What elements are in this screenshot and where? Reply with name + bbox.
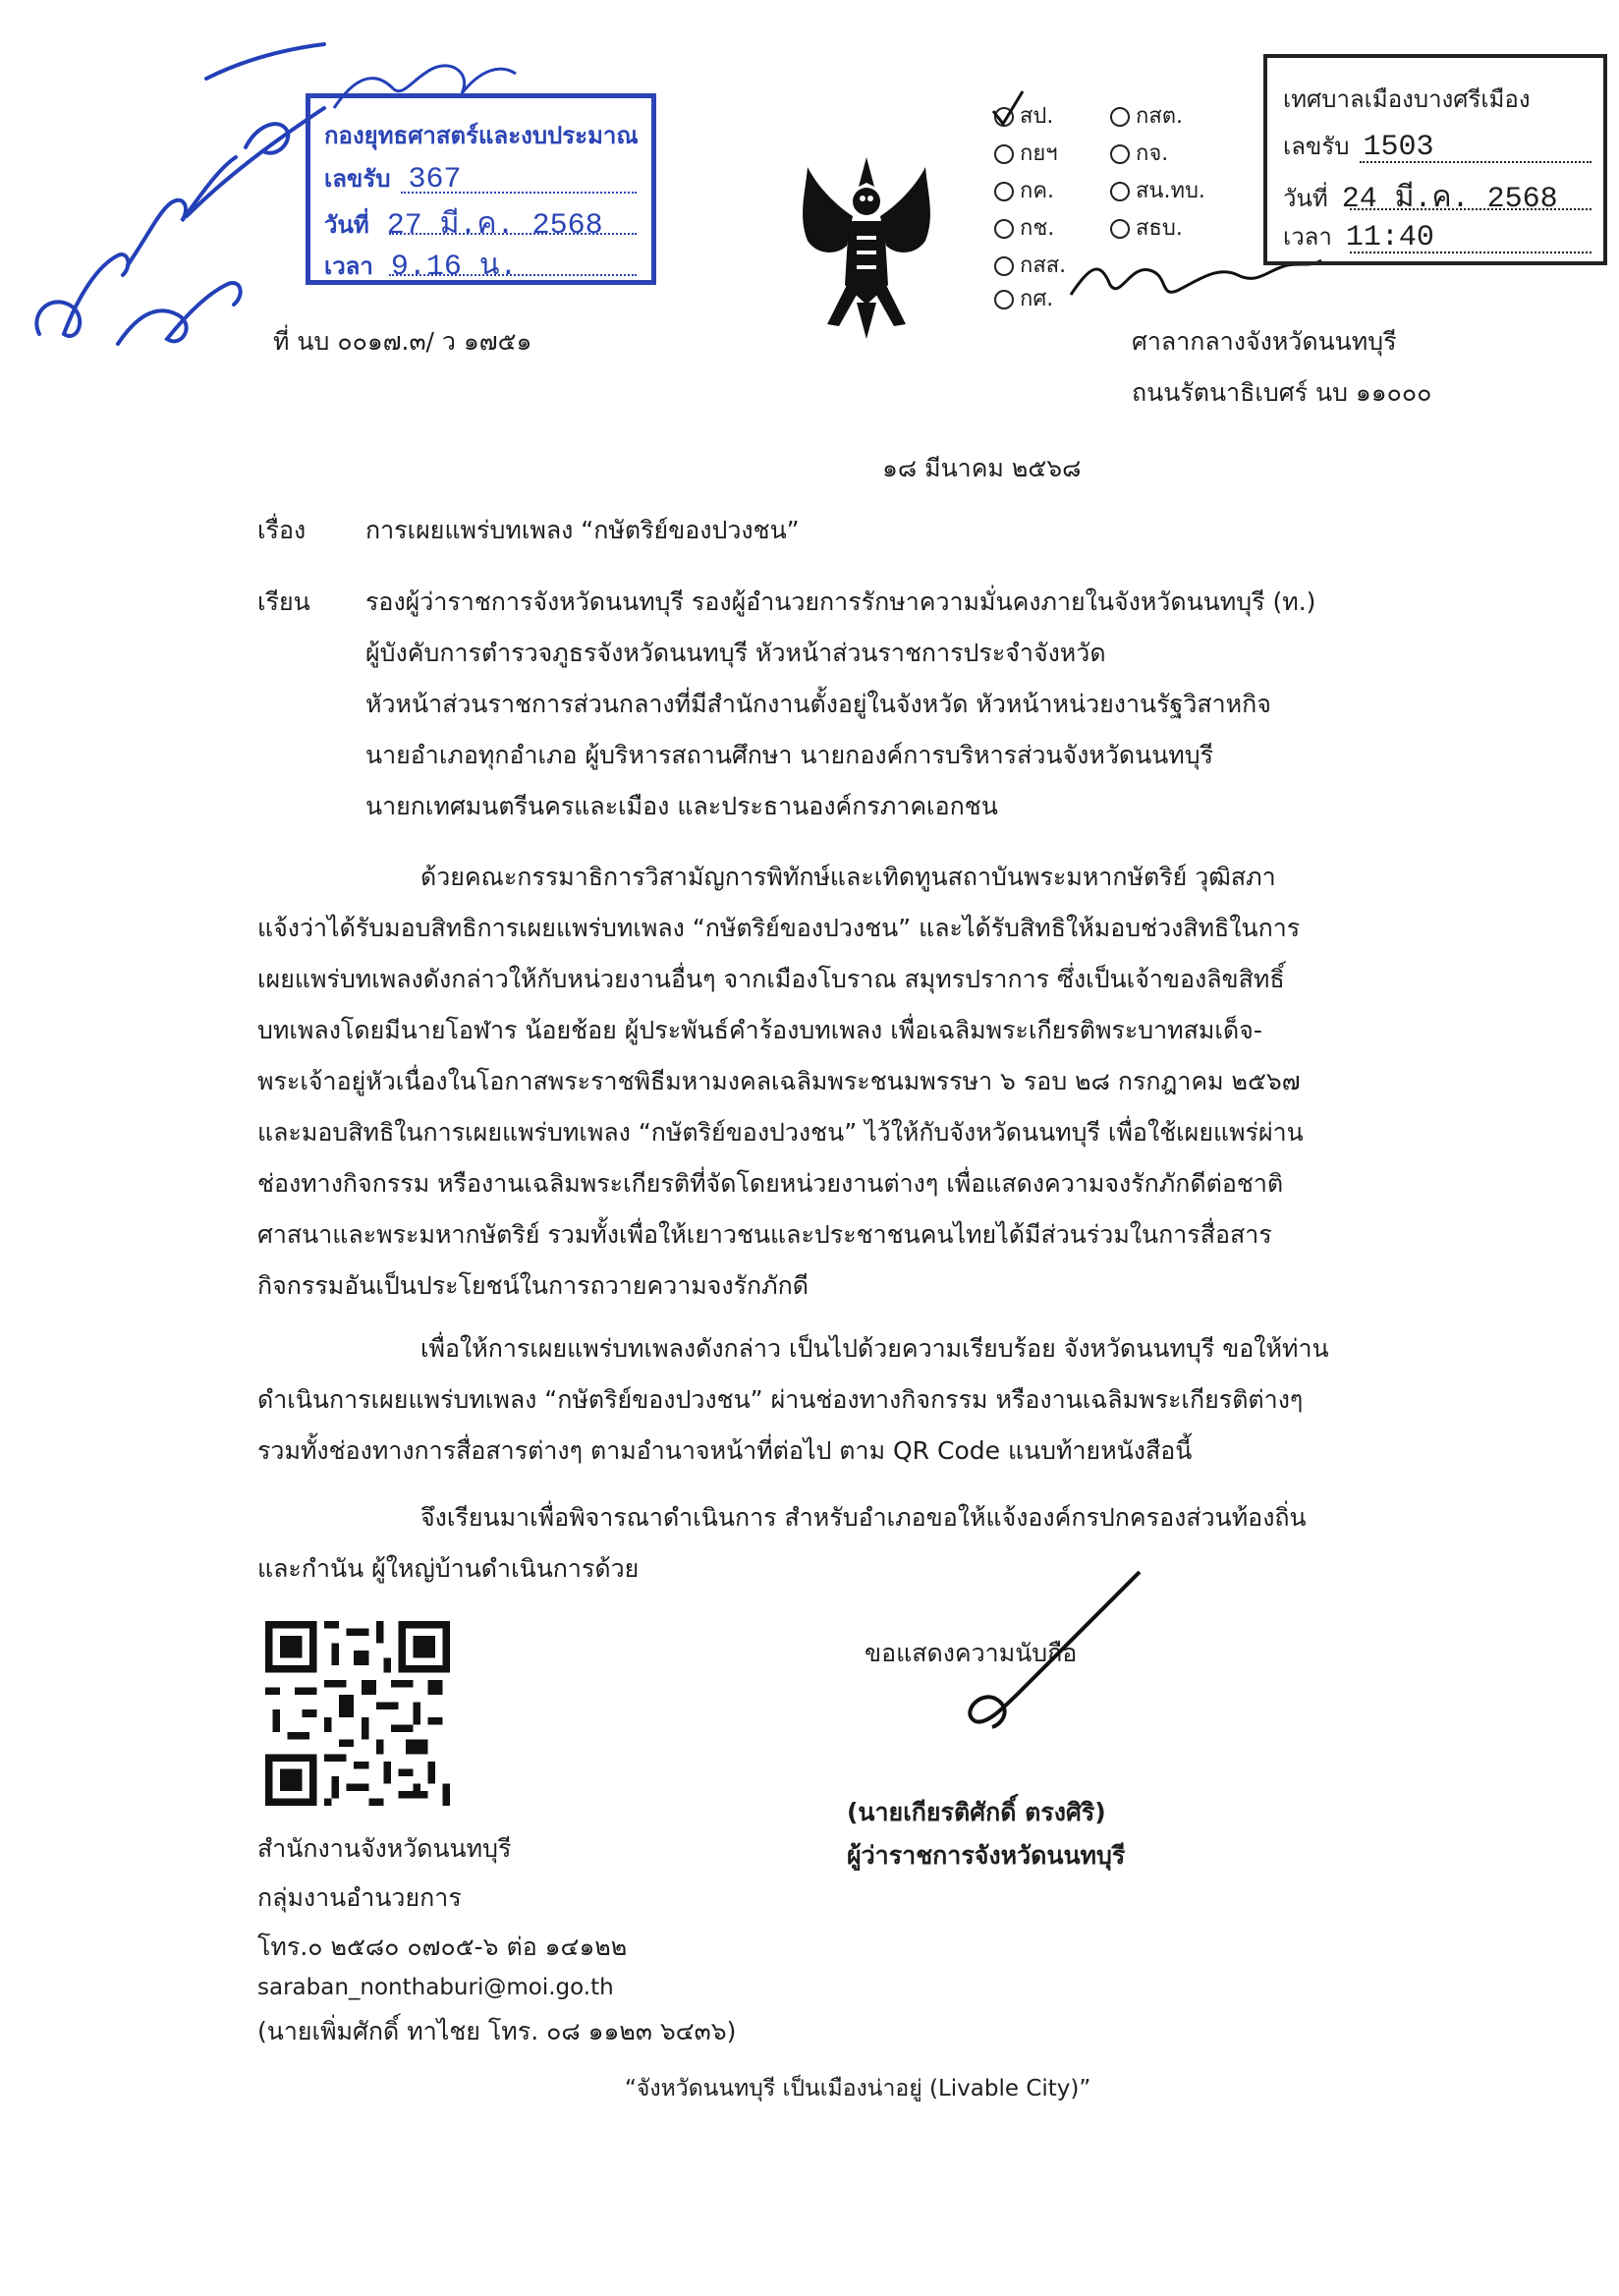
stamp-row-date: วันที่ 24 มี.ค. 2568 <box>1283 183 1558 216</box>
addressee-line: นายอำเภอทุกอำเภอ ผู้บริหารสถานศึกษา นายกองค์การบริหารส่วนจังหวัดนนทบุรี <box>365 741 1214 769</box>
office-address-line1: ศาลากลางจังหวัดนนทบุรี <box>1132 327 1397 356</box>
signer-title: ผู้ว่าราชการจังหวัดนนทบุรี <box>847 1841 1126 1870</box>
body-line: แจ้งว่าได้รับมอบสิทธิการเผยแพร่บทเพลง “กษัตริย์ของปวงชน” และได้รับสิทธิให้มอบช่วงสิทธิในการ <box>257 914 1301 942</box>
letter-date: ๑๘ มีนาคม ๒๕๖๘ <box>882 454 1082 482</box>
addressee-line: รองผู้ว่าราชการจังหวัดนนทบุรี รองผู้อำนวยการรักษาความมั่นคงภายในจังหวัดนนทบุรี (ท.) <box>365 588 1316 616</box>
receiving-stamp-municipal <box>1263 54 1607 265</box>
stamp-row-number: เลขรับ 1503 <box>1283 131 1434 164</box>
stamp-row-time: เวลา 9.16 น. <box>324 251 518 284</box>
routing-item: สป. <box>994 98 1053 133</box>
closing-phrase: ขอแสดงความนับถือ <box>865 1639 1078 1667</box>
body-line: เพื่อให้การเผยแพร่บทเพลงดังกล่าว เป็นไปด้วยความเรียบร้อย จังหวัดนนทบุรี ขอให้ท่าน <box>420 1334 1329 1363</box>
routing-checkmark <box>988 86 1028 131</box>
body-line: บทเพลงโดยมีนายโอฬาร น้อยช้อย ผู้ประพันธ์คำร้องบทเพลง เพื่อเฉลิมพระเกียรติพระบาทสมเด็จ- <box>257 1016 1262 1044</box>
office-email[interactable]: saraban_nonthaburi@moi.go.th <box>257 1975 614 2000</box>
routing-item: กศ. <box>994 281 1053 315</box>
governor-signature <box>943 1562 1159 1739</box>
garuda-emblem <box>778 147 955 344</box>
body-line: พระเจ้าอยู่หัวเนื่องในโอกาสพระราชพิธีมหามงคลเฉลิมพระชนมพรรษา ๖ รอบ ๒๘ กรกฎาคม ๒๕๖๗ <box>257 1067 1301 1095</box>
routing-item: สน.ทบ. <box>1110 173 1205 207</box>
routing-item: สธบ. <box>1110 210 1183 245</box>
contact-person: (นายเพิ่มศักดิ์ ทาไชย โทร. ๐๘ ๑๑๒๓ ๖๔๓๖) <box>257 2017 737 2045</box>
handwritten-note <box>10 20 334 373</box>
stamp-row-date: วันที่ 27 มี.ค. 2568 <box>324 209 603 243</box>
body-line: เผยแพร่บทเพลงดังกล่าวให้กับหน่วยงานอื่นๆ จากเมืองโบราณ สมุทรปราการ ซึ่งเป็นเจ้าของลิขสิทธิ์ <box>257 965 1285 993</box>
reference-number: ที่ นบ ๐๐๑๗.๓/ ว ๑๗๕๑ <box>273 327 532 356</box>
office-phone: โทร.๐ ๒๕๘๐ ๐๗๐๕-๖ ต่อ ๑๔๑๒๒ <box>257 1932 628 1961</box>
subject-label: เรื่อง <box>257 516 307 544</box>
office-address-line2: ถนนรัตนาธิเบศร์ นบ ๑๑๐๐๐ <box>1132 378 1432 407</box>
body-line: ช่องทางกิจกรรม หรืองานเฉลิมพระเกียรติที่จัดโดยหน่วยงานต่างๆ เพื่อแสดงความจงรักภักดีต่อชาติ <box>257 1169 1284 1198</box>
stamp-signature <box>324 39 521 138</box>
body-line: ด้วยคณะกรรมาธิการวิสามัญการพิทักษ์และเทิดทูนสถาบันพระมหากษัตริย์ วุฒิสภา <box>420 863 1276 891</box>
subject-text: การเผยแพร่บทเพลง “กษัตริย์ของปวงชน” <box>365 516 800 544</box>
qr-code[interactable] <box>265 1621 450 1806</box>
routing-item: กจ. <box>1110 136 1168 170</box>
body-line: ศาสนาและพระมหากษัตริย์ รวมทั้งเพื่อให้เยาวชนและประชาชนคนไทยได้มีส่วนร่วมในการสื่อสาร <box>257 1220 1272 1249</box>
body-line: รวมทั้งช่องทางการสื่อสารต่างๆ ตามอำนาจหน้าที่ต่อไป ตาม QR Code แนบท้ายหนังสือนี้ <box>257 1436 1193 1465</box>
addressee-line: หัวหน้าส่วนราชการส่วนกลางที่มีสำนักงานตั้งอยู่ในจังหวัด หัวหน้าหน่วยงานรัฐวิสาหกิจ <box>365 690 1271 718</box>
signer-name: (นายเกียรติศักดิ์ ตรงศิริ) <box>847 1798 1106 1826</box>
stamp-row-time: เวลา 11:40 <box>1283 221 1434 254</box>
body-line: และมอบสิทธิในการเผยแพร่บทเพลง “กษัตริย์ของปวงชน” ไว้ให้กับจังหวัดนนทบุรี เพื่อใช้เผยแพร่ผ่าน <box>257 1118 1304 1147</box>
stamp-header: กองยุทธศาสตร์และงบประมาณ <box>324 122 639 149</box>
routing-item: กสส. <box>994 248 1066 282</box>
routing-item: กช. <box>994 210 1054 245</box>
office-name: สำนักงานจังหวัดนนทบุรี <box>257 1834 512 1863</box>
stamp-row-number: เลขรับ 367 <box>324 163 462 196</box>
addressee-label: เรียน <box>257 588 310 616</box>
province-slogan: “จังหวัดนนทบุรี เป็นเมืองน่าอยู่ (Livable City)” <box>625 2076 1091 2101</box>
routing-item: กค. <box>994 173 1054 207</box>
addressee-line: นายกเทศมนตรีนครและเมือง และประธานองค์กรภาคเอกชน <box>365 792 998 820</box>
body-line: และกำนัน ผู้ใหญ่บ้านดำเนินการด้วย <box>257 1554 640 1583</box>
routing-item: กยฯ <box>994 136 1058 170</box>
body-line: จึงเรียนมาเพื่อพิจารณาดำเนินการ สำหรับอำเภอขอให้แจ้งองค์กรปกครองส่วนท้องถิ่น <box>420 1503 1307 1532</box>
addressee-line: ผู้บังคับการตำรวจภูธรจังหวัดนนทบุรี หัวหน้าส่วนราชการประจำจังหวัด <box>365 639 1106 667</box>
routing-item: กสต. <box>1110 98 1183 133</box>
body-line: กิจกรรมอันเป็นประโยชน์ในการถวายความจงรักภักดี <box>257 1271 810 1300</box>
stamp-header: เทศบาลเมืองบางศรีเมือง <box>1283 85 1531 113</box>
office-division: กลุ่มงานอำนวยการ <box>257 1883 462 1912</box>
body-line: ดำเนินการเผยแพร่บทเพลง “กษัตริย์ของปวงชน” ผ่านช่องทางกิจกรรม หรืองานเฉลิมพระเกียรติต่างๆ <box>257 1385 1304 1414</box>
